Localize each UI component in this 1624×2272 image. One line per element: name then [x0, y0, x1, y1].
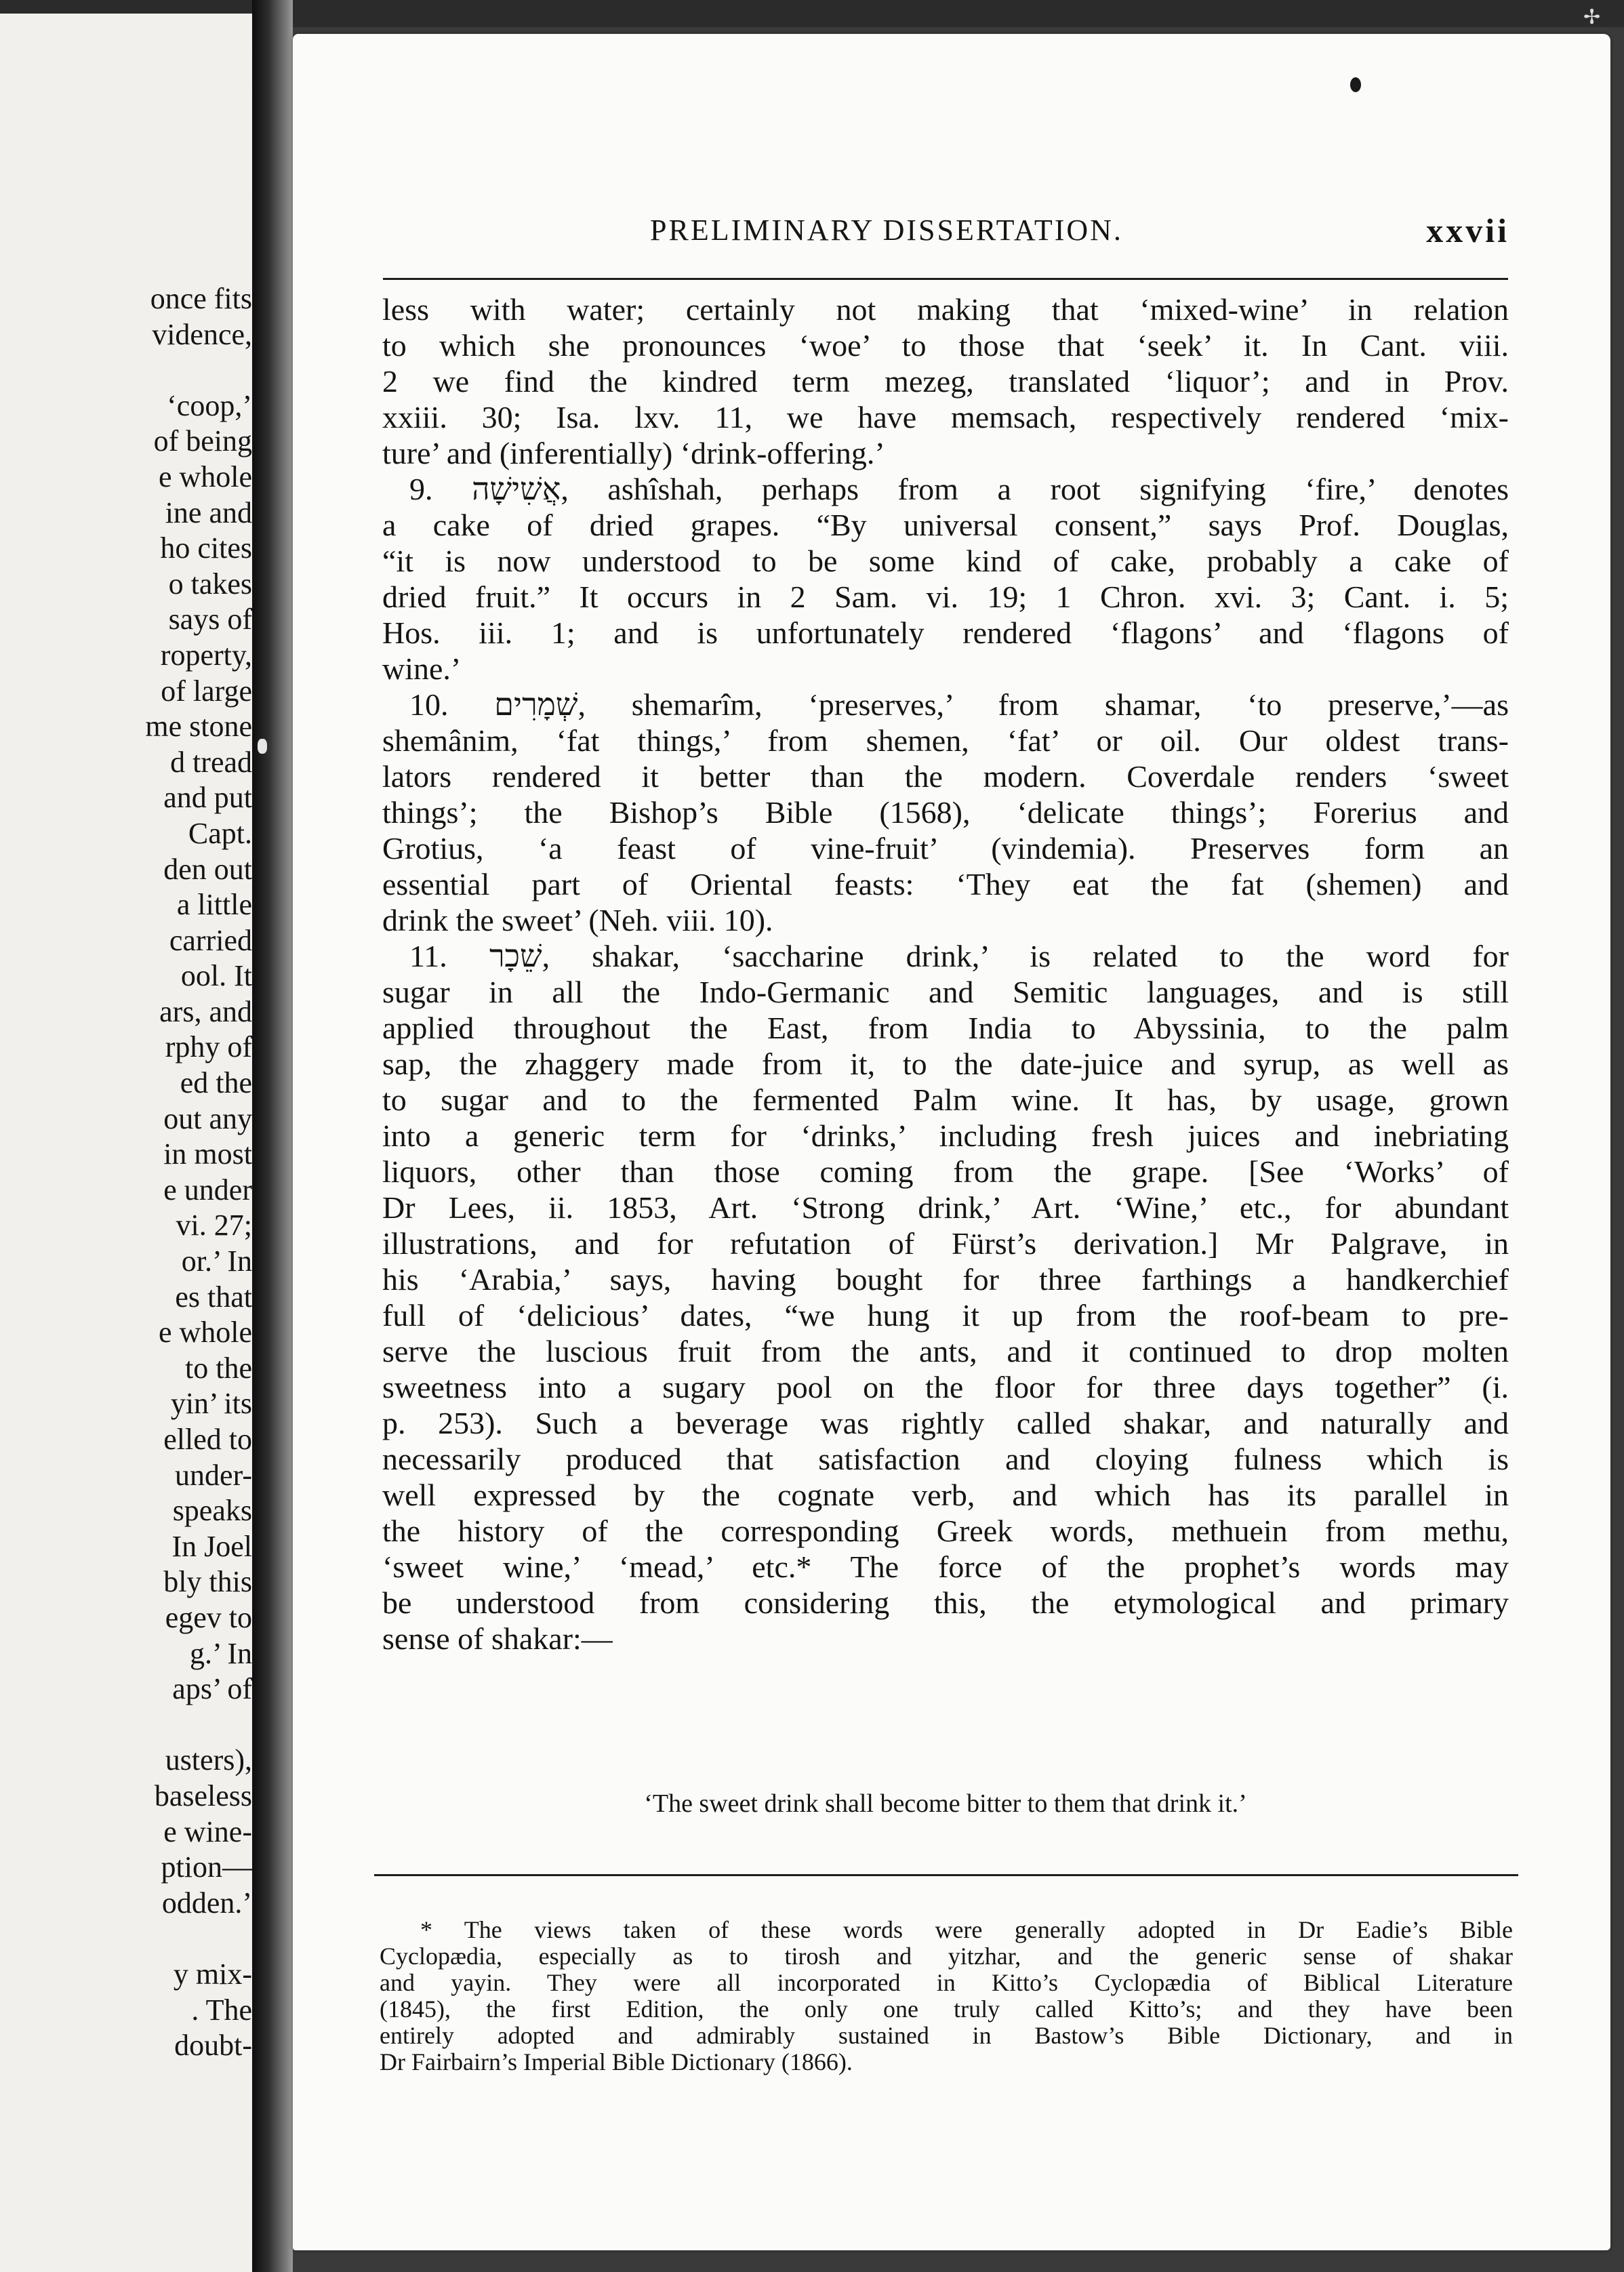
body-line: his ‘Arabia,’ says, having bought for three farthings a handkerchief: [382, 1262, 1509, 1297]
footnote: [380, 1917, 1513, 2075]
left-page-line: egev to: [165, 1600, 252, 1634]
body-line: things’; the Bishop’s Bible (1568), ‘delicate things’; Forerius and: [382, 795, 1509, 830]
left-page-line: d tread: [170, 745, 252, 779]
right-page: [293, 34, 1610, 2250]
body-line: drink the sweet’ (Neh. viii. 10).: [382, 903, 773, 937]
body-line: liquors, other than those coming from the grape. [See ‘Works’ of: [382, 1154, 1509, 1189]
entry-9-line: 9. אֲשִׁישָׁה, ashîshah, perhaps from a root signifying ‘fire,’ denotes: [409, 472, 1509, 506]
left-page-line: to the: [185, 1351, 252, 1385]
entry-11-line: 11. שֵׁכָר, shakar, ‘saccharine drink,’ is related to the word for: [409, 939, 1509, 973]
body-line: the history of the corresponding Greek words, methuein from methu,: [382, 1514, 1509, 1548]
header-rule: [383, 278, 1508, 280]
left-page-line: a little: [176, 888, 252, 922]
body-line: to which she pronounces ‘woe’ to those that ‘seek’ it. In Cant. viii.: [382, 328, 1509, 363]
body-line: Dr Lees, ii. 1853, Art. ‘Strong drink,’ Art. ‘Wine,’ etc., for abundant: [382, 1190, 1509, 1225]
left-page-line: in most: [163, 1137, 252, 1171]
body-line: full of ‘delicious’ dates, “we hung it up from the roof-beam to pre-: [382, 1298, 1509, 1333]
body-line: p. 253). Such a beverage was rightly called shakar, and naturally and: [382, 1406, 1509, 1440]
left-page-line: elled to: [163, 1423, 252, 1456]
gutter-mark: [258, 739, 267, 754]
entry-10-line: 10. שְׁמָרִים, shemarîm, ‘preserves,’ from shamar, ‘to preserve,’—as: [409, 687, 1509, 722]
left-page-line: es that: [175, 1280, 252, 1314]
footnote-line: Cyclopædia, especially as to tirosh and yitzhar, and the generic sense of shakar: [380, 1943, 1513, 1970]
left-page-line: ars, and: [159, 994, 252, 1028]
left-page-line: In Joel: [171, 1529, 252, 1563]
body-line: applied throughout the East, from India to Abyssinia, to the palm: [382, 1011, 1509, 1045]
body-line: to sugar and to the fermented Palm wine. It has, by usage, grown: [382, 1082, 1509, 1117]
left-page-line: [0, 1921, 252, 1957]
left-page-line: Capt.: [188, 816, 252, 850]
footnote-line: * The views taken of these words were generally adopted in Dr Eadie’s Bible: [420, 1917, 1513, 1943]
page-number: xxvii: [1426, 211, 1509, 249]
body-line: wine.’: [382, 651, 462, 686]
left-page-line: roperty,: [160, 638, 252, 672]
left-page-line: doubt-: [174, 2029, 252, 2063]
body-line: necessarily produced that satisfaction and cloying fulness which is: [382, 1442, 1509, 1476]
left-facing-page: [0, 14, 252, 2272]
left-page-line: rphy of: [165, 1030, 252, 1064]
left-page-line: bly this: [163, 1565, 252, 1599]
footnote-line: entirely adopted and admirably sustained in Bastow’s Bible Dictionary, and in: [380, 2023, 1513, 2049]
body-line: illustrations, and for refutation of Fürst’s derivation.] Mr Palgrave, in: [382, 1226, 1509, 1261]
left-page-line: yin’ its: [170, 1387, 252, 1421]
left-page-line: o takes: [168, 567, 252, 601]
left-page-text: [0, 281, 252, 2064]
corner-mark: ✢: [1583, 5, 1601, 29]
left-page-line: ine and: [165, 495, 252, 529]
running-head: [384, 207, 1509, 254]
left-page-line: carried: [169, 923, 252, 957]
body-line: xxiii. 30; Isa. lxv. 11, we have memsach, respectively rendered ‘mix-: [382, 400, 1509, 434]
running-title: PRELIMINARY DISSERTATION.: [650, 214, 1123, 247]
body-line: essential part of Oriental feasts: ‘They eat the fat (shemen) and: [382, 867, 1509, 901]
left-page-line: ool. It: [180, 959, 252, 993]
body-text: [382, 291, 1509, 1657]
left-page-line: e whole: [158, 460, 252, 493]
footnote-line: and yayin. They were all incorporated in Kitto’s Cyclopædia of Biblical Literature: [380, 1970, 1513, 1996]
left-page-line: den out: [163, 852, 252, 886]
footnote-line: (1845), the first Edition, the only one truly called Kitto’s; and they have been: [380, 1996, 1513, 2023]
left-page-line: says of: [168, 603, 252, 636]
body-line: dried fruit.” It occurs in 2 Sam. vi. 19; 1 Chron. xvi. 3; Cant. i. 5;: [382, 580, 1509, 614]
block-quote: ‘The sweet drink shall become bitter to them that drink it.’: [644, 1789, 1247, 1818]
left-page-line: odden.’: [161, 1886, 252, 1920]
left-page-line: of large: [161, 674, 252, 708]
body-line: less with water; certainly not making that ‘mixed-wine’ in relation: [382, 292, 1509, 327]
left-page-line: [0, 352, 252, 388]
body-line: shemânim, ‘fat things,’ from shemen, ‘fat’ or oil. Our oldest trans-: [382, 723, 1509, 758]
left-page-line: g.’ In: [189, 1636, 252, 1670]
left-page-line: ho cites: [160, 531, 252, 565]
body-line: well expressed by the cognate verb, and which has its parallel in: [382, 1478, 1509, 1512]
left-page-line: . The: [191, 1993, 252, 2027]
left-page-line: once fits: [150, 282, 252, 315]
body-line: sap, the zhaggery made from it, to the date-juice and syrup, as well as: [382, 1047, 1509, 1081]
body-line: be understood from considering this, the etymological and primary: [382, 1585, 1509, 1620]
left-page-line: me stone: [145, 710, 252, 744]
left-page-line: y mix-: [173, 1957, 252, 1991]
body-line: Hos. iii. 1; and is unfortunately rendered ‘flagons’ and ‘flagons of: [382, 615, 1509, 650]
body-line: ture’ and (inferentially) ‘drink-offering.’: [382, 436, 885, 470]
footnote-line: Dr Fairbairn’s Imperial Bible Dictionary (1866).: [380, 2049, 853, 2075]
left-page-line: vi. 27;: [176, 1209, 252, 1242]
body-line: sugar in all the Indo-Germanic and Semitic languages, and is still: [382, 975, 1509, 1009]
left-page-line: or.’ In: [181, 1244, 252, 1278]
book-gutter: [252, 0, 293, 2272]
left-page-line: speaks: [172, 1494, 252, 1528]
footnote-rule: [374, 1874, 1518, 1876]
left-page-line: e under: [163, 1173, 252, 1206]
body-line: into a generic term for ‘drinks,’ including fresh juices and inebriating: [382, 1118, 1509, 1153]
left-page-line: out any: [163, 1101, 252, 1135]
body-line: “it is now understood to be some kind of cake, probably a cake of: [382, 544, 1509, 578]
body-line: sense of shakar:—: [382, 1621, 613, 1656]
ink-spot: [1350, 77, 1361, 92]
body-line: lators rendered it better than the modern. Coverdale renders ‘sweet: [382, 759, 1509, 794]
body-line: ‘sweet wine,’ ‘mead,’ etc.* The force of the prophet’s words may: [382, 1549, 1509, 1584]
left-page-line: vidence,: [152, 317, 252, 351]
left-page-line: ed the: [180, 1066, 252, 1100]
left-page-line: [0, 1707, 252, 1743]
left-page-line: ‘coop,’: [167, 388, 252, 422]
body-line: serve the luscious fruit from the ants, and it continued to drop molten: [382, 1334, 1509, 1368]
left-page-line: baseless: [154, 1779, 252, 1812]
left-page-line: usters),: [165, 1743, 252, 1777]
left-page-line: and put: [163, 781, 252, 815]
body-line: Grotius, ‘a feast of vine-fruit’ (vindemia). Preserves form an: [382, 831, 1509, 866]
left-page-line: e whole: [158, 1316, 252, 1350]
left-page-line: ption—: [161, 1850, 252, 1884]
left-page-line: under-: [175, 1458, 252, 1492]
left-page-line: of being: [153, 424, 252, 458]
body-line: a cake of dried grapes. “By universal consent,” says Prof. Douglas,: [382, 508, 1509, 542]
left-page-line: e wine-: [163, 1814, 252, 1848]
body-line: 2 we find the kindred term mezeg, translated ‘liquor’; and in Prov.: [382, 364, 1509, 399]
body-line: sweetness into a sugary pool on the floor for three days together” (i.: [382, 1370, 1509, 1404]
left-page-line: aps’ of: [172, 1672, 252, 1706]
